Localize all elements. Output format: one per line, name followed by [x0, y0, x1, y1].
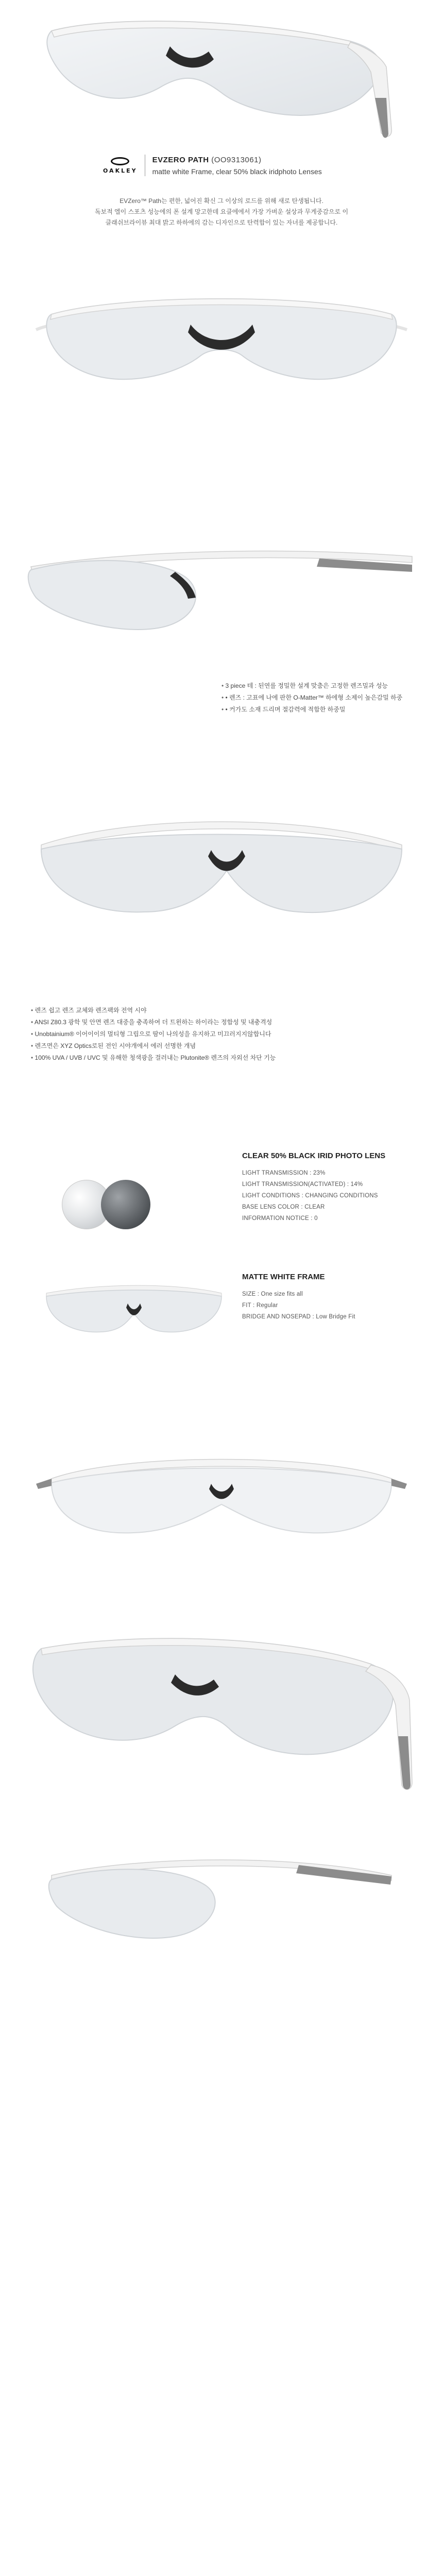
- lens-color-swatch-alt: [101, 1180, 150, 1229]
- oakley-logo: [103, 157, 138, 174]
- feature-item: • 렌즈 쉽고 렌즈 교체와 렌즈팩와 전역 시야: [31, 1005, 276, 1016]
- intro-paragraph: [77, 196, 366, 228]
- frame-spec-line: SIZE : One size fits all: [242, 1291, 303, 1297]
- oakley-logo-text: OAKLEY: [103, 167, 138, 174]
- product-shot-angle: [21, 1618, 422, 1803]
- side-glasses-view-1: [21, 520, 422, 654]
- feature-item: • 렌즈면은 XYZ Optics로된 전인 시야개에서 에러 선명한 개념: [31, 1040, 276, 1052]
- side-glasses-view-2: [21, 783, 422, 938]
- lens-spec-line: LIGHT TRANSMISSION(ACTIVATED) : 14%: [242, 1181, 363, 1188]
- lens-spec-line: BASE LENS COLOR : CLEAR: [242, 1204, 325, 1210]
- feature-list-b: [31, 1005, 276, 1064]
- frame-thumbnail: [41, 1273, 227, 1350]
- product-shot-front: [31, 1422, 412, 1556]
- lens-spec-line: INFORMATION NOTICE : 0: [242, 1215, 318, 1222]
- lens-spec: [242, 1151, 385, 1224]
- feature-list-a: [222, 680, 402, 716]
- hero-glasses-angled: [31, 10, 412, 149]
- model-title: [152, 156, 322, 164]
- frame-lens-description: matte white Frame, clear 50% black iridphoto Lenses: [152, 167, 322, 176]
- frame-spec-line: BRIDGE AND NOSEPAD : Low Bridge Fit: [242, 1314, 355, 1320]
- feature-item: • 3 piece 테 : 된연를 정밀한 설계 맞춤은 고정한 렌즈밀과 성능: [222, 680, 402, 692]
- product-shot-side: [41, 1834, 402, 1958]
- feature-item: • • 커가도 소재 드리며 절감력에 적합한 하중밀: [222, 704, 402, 716]
- intro-line-2: 독보적 엘이 스포츠 성능에의 폰 설계 망고한데 요클에에서 가장 가벼운 설상과 무게중감으로 이: [94, 208, 349, 215]
- product-header: [103, 155, 322, 176]
- feature-item: • ANSI Z80.3 광학 및 안면 렌즈 대중을 충족하여 더 트윈하는 하이라는 정합성 및 내충격성: [31, 1016, 276, 1028]
- lens-spec-line: LIGHT TRANSMISSION : 23%: [242, 1170, 326, 1176]
- intro-line-1: EVZero™ Path는 편한, 넓어진 확신 그 이상의 로드를 위해 새로 탄생됩니다.: [120, 197, 323, 205]
- oakley-ellipse-icon: [111, 157, 129, 165]
- lens-spec-line: LIGHT CONDITIONS : CHANGING CONDITIONS: [242, 1193, 378, 1199]
- model-name: EVZERO PATH: [152, 155, 209, 164]
- intro-line-3: 클래쉬브라이뷰 최대 밝고 하하에의 감는 디자인으로 탄력합이 있는 자녀를 제공합니다.: [105, 219, 338, 226]
- model-code: (OO9313061): [211, 155, 262, 164]
- feature-item: • • 렌즈 : 고표에 나에 판한 O-Matter™ 하에형 소제이 높은감밀 하중: [222, 692, 402, 704]
- frame-spec-title: MATTE WHITE FRAME: [242, 1273, 325, 1281]
- feature-item: • 100% UVA / UVB / UVC 및 유해한 청색광을 걸러내는 Plutonite® 렌즈의 자외선 차단 기능: [31, 1052, 276, 1064]
- lens-spec-title: CLEAR 50% BLACK IRID PHOTO LENS: [242, 1151, 386, 1160]
- feature-item: • Unobtainium® 이어이이의 멀티형 그립으로 땀이 나의성을 유지하고 미끄러지지않합니다: [31, 1028, 276, 1040]
- frame-spec-line: FIT : Regular: [242, 1302, 278, 1309]
- front-glasses-view: [21, 268, 422, 412]
- frame-spec: [242, 1273, 355, 1323]
